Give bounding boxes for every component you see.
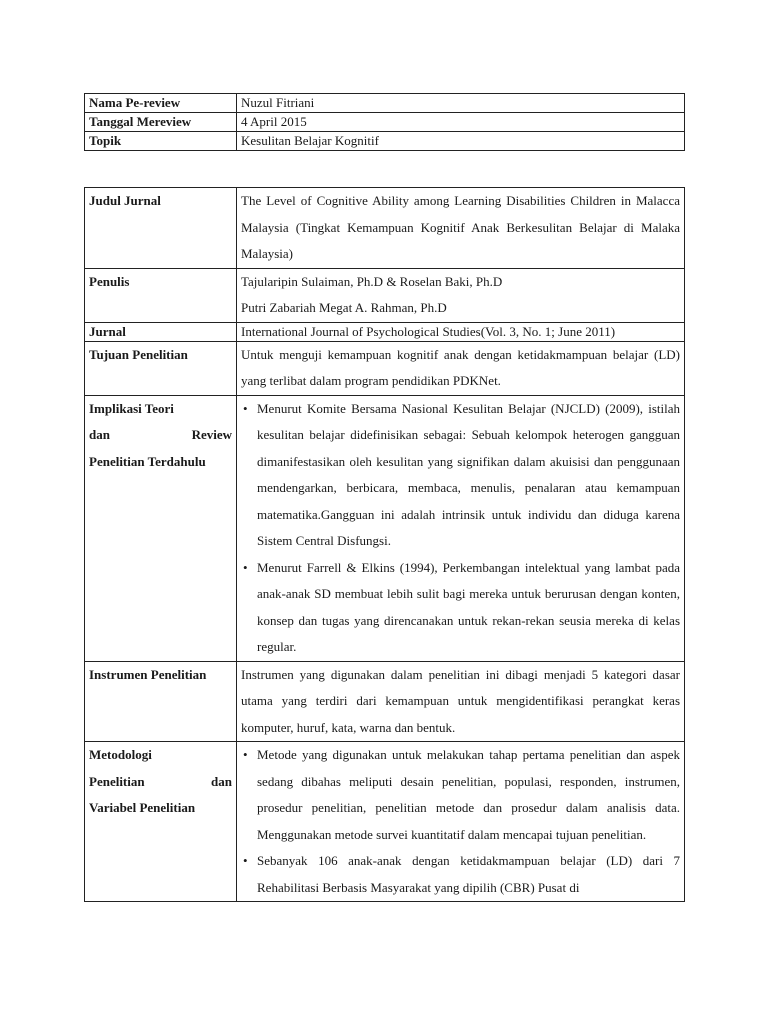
topic-label: Topik	[85, 132, 237, 151]
theory-label-line-3: Penelitian Terdahulu	[89, 453, 206, 469]
reviewer-label: Nama Pe-review	[85, 94, 237, 113]
journal-title-value: The Level of Cognitive Ability among Learning Disabilities Children in Malacca Malaysia (Tingkat Kemampuan Kognitif Anak Berkesulitan Belajar di Malaka Malaysia)	[237, 188, 685, 269]
table-row	[85, 113, 685, 132]
list-item: • Metode yang digunakan untuk melakukan tahap pertama penelitian dan aspek sedang dibahas meliputi desain penelitian, populasi, responden, instrumen, prosedur penelitian, penelitian metode dan prosedur dalam analisis data. Menggunakan metode survei kuantitatif dalam mencapai tujuan penelitian.	[257, 742, 680, 848]
instrument-value: Instrumen yang digunakan dalam penelitian ini dibagi menjadi 5 kategori dasar utama yang terdiri dari kemampuan untuk mengidentifikasi perangkat keras komputer, huruf, kata, warna dan bentuk.	[237, 661, 685, 742]
purpose-label: Tujuan Penelitian	[85, 341, 237, 395]
journal-review-table	[84, 187, 685, 902]
author-line-2: Putri Zabariah Megat A. Rahman, Ph.D	[241, 300, 447, 315]
method-label-line-3: Variabel Penelitian	[89, 800, 196, 815]
theory-label-line-1: Implikasi Teori	[89, 400, 174, 416]
author-value	[237, 268, 685, 322]
list-item: • Menurut Farrell & Elkins (1994), Perkembangan intelektual yang lambat pada anak-anak SD membuat lebih sulit bagi mereka untuk berurusan dengan konten, konsep dan tugas yang direncanakan untuk rekan-rekan seusia mereka di kelas regular.	[257, 555, 680, 661]
table-row	[85, 395, 685, 661]
theory-label-line-2	[89, 422, 232, 449]
date-value: 4 April 2015	[237, 113, 685, 132]
journal-title-label: Judul Jurnal	[85, 188, 237, 269]
method-label-word-b: dan	[211, 773, 232, 789]
theory-label	[85, 395, 237, 661]
reviewer-info-table	[84, 93, 685, 151]
method-label-line-2	[89, 769, 232, 796]
table-row	[85, 188, 685, 269]
author-label: Penulis	[85, 268, 237, 322]
theory-label-word-b: Review	[191, 427, 232, 442]
table-row	[85, 132, 685, 151]
author-line-1: Tajularipin Sulaiman, Ph.D & Roselan Baki, Ph.D	[241, 273, 503, 289]
method-label	[85, 742, 237, 902]
theory-bullet-list	[241, 396, 680, 661]
table-row	[85, 322, 685, 341]
topic-value: Kesulitan Belajar Kognitif	[237, 132, 685, 151]
table-row	[85, 742, 685, 902]
method-value	[237, 742, 685, 902]
journal-value: International Journal of Psychological Studies(Vol. 3, No. 1; June 2011)	[237, 322, 685, 341]
method-label-word-a: Penelitian	[89, 773, 145, 789]
list-item: • Menurut Komite Bersama Nasional Kesulitan Belajar (NJCLD) (2009), istilah kesulitan belajar didefinisikan sebagai: Sebuah kelompok heterogen gangguan dimanifestasikan oleh kesulitan yang signifikan dalam akuisisi dan penggunaan mendengarkan, berbicara, membaca, menulis, penalaran atau kemampuan matematika.Gangguan ini adalah intrinsik untuk individu dan diduga karena Sistem Central Disfungsi.	[257, 396, 680, 555]
theory-label-word-a: dan	[89, 427, 110, 442]
list-item: • Sebanyak 106 anak-anak dengan ketidakmampuan belajar (LD) dari 7 Rehabilitasi Berbasis Masyarakat yang dipilih (CBR) Pusat di	[257, 848, 680, 901]
purpose-value: Untuk menguji kemampuan kognitif anak dengan ketidakmampuan belajar (LD) yang terlibat dalam program pendidikan PDKNet.	[237, 341, 685, 395]
journal-label: Jurnal	[85, 322, 237, 341]
reviewer-value: Nuzul Fitriani	[237, 94, 685, 113]
instrument-label: Instrumen Penelitian	[85, 661, 237, 742]
table-row	[85, 94, 685, 113]
method-bullet-list	[241, 742, 680, 901]
theory-value	[237, 395, 685, 661]
table-row	[85, 661, 685, 742]
table-row	[85, 341, 685, 395]
table-row	[85, 268, 685, 322]
method-label-line-1: Metodologi	[89, 747, 152, 762]
date-label: Tanggal Mereview	[85, 113, 237, 132]
